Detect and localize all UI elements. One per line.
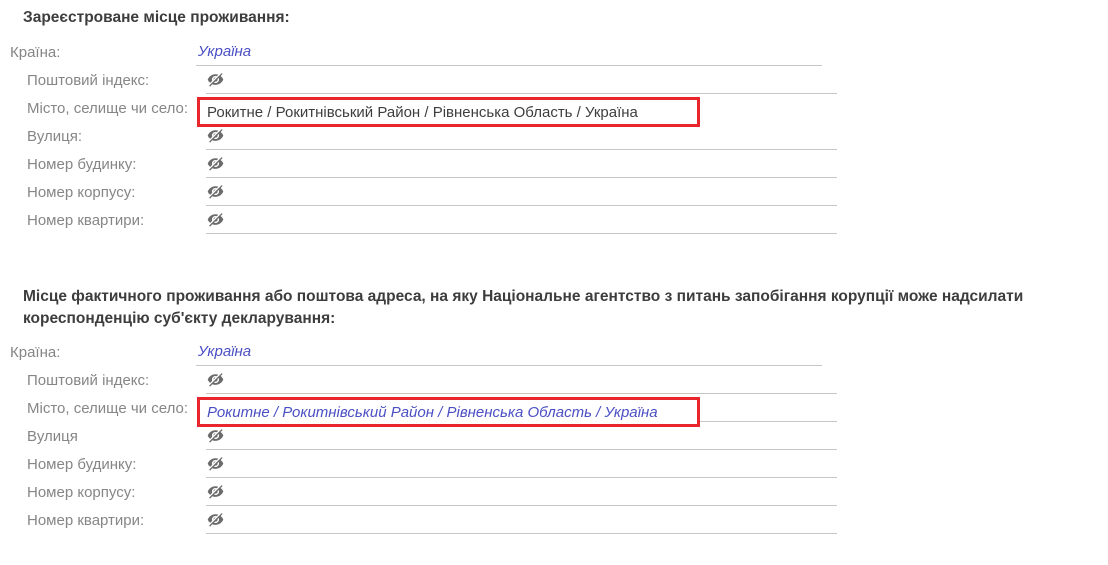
apartment-number-field[interactable]	[206, 206, 837, 234]
eye-off-icon	[207, 483, 224, 500]
field-row-country	[0, 338, 1108, 366]
postal-index-label: Поштовий індекс:	[27, 71, 150, 89]
highlight-box	[197, 397, 700, 427]
eye-off-icon	[207, 211, 224, 228]
apartment-number-label: Номер квартири:	[27, 211, 145, 229]
building-number-field[interactable]	[206, 450, 837, 478]
country-field[interactable]	[196, 38, 822, 66]
country-label: Країна:	[10, 343, 61, 361]
city-label: Місто, селище чи село:	[27, 99, 189, 117]
eye-off-icon	[207, 155, 224, 172]
street-label: Вулиця:	[27, 127, 83, 145]
country-label: Країна:	[10, 43, 61, 61]
eye-off-icon	[207, 511, 224, 528]
postal-index-field[interactable]	[206, 366, 837, 394]
postal-index-field[interactable]	[206, 66, 837, 94]
field-row-city	[0, 394, 1108, 422]
field-row-postal-index	[0, 66, 1108, 94]
field-row-apartment-number	[0, 506, 1108, 534]
apartment-number-field[interactable]	[206, 506, 837, 534]
actual-section-title: Місце фактичного проживання або поштова адреса, на яку Національне агентство з питань запобігання корупції може надсилати кореспонденцію суб'єкту декларування:	[23, 288, 1024, 327]
eye-off-icon	[207, 455, 224, 472]
country-field[interactable]	[196, 338, 822, 366]
field-row-apartment-number	[0, 206, 1108, 234]
country-value: Україна	[198, 343, 252, 360]
country-value: Україна	[198, 43, 252, 60]
block-number-label: Номер корпусу:	[27, 483, 136, 501]
city-value: Рокитне / Рокитнівський Район / Рівненська Область / Україна	[207, 103, 638, 121]
section-registered-address	[0, 10, 1108, 234]
eye-off-icon	[207, 371, 224, 388]
building-number-label: Номер будинку:	[27, 155, 137, 173]
apartment-number-label: Номер квартири:	[27, 511, 145, 529]
field-row-country	[0, 38, 1108, 66]
city-value: Рокитне / Рокитнівський Район / Рівненська Область / Україна	[207, 403, 658, 421]
eye-off-icon	[207, 127, 224, 144]
building-number-label: Номер будинку:	[27, 455, 137, 473]
field-row-block-number	[0, 478, 1108, 506]
eye-off-icon	[207, 71, 224, 88]
block-number-field[interactable]	[206, 178, 837, 206]
eye-off-icon	[207, 427, 224, 444]
city-field[interactable]	[206, 394, 837, 422]
highlight-box	[197, 97, 700, 127]
section-actual-address	[0, 286, 1108, 534]
city-field[interactable]	[206, 94, 837, 122]
actual-fields	[0, 338, 1108, 534]
building-number-field[interactable]	[206, 150, 837, 178]
field-row-building-number	[0, 150, 1108, 178]
registered-section-title: Зареєстроване місце проживання:	[23, 9, 290, 26]
field-row-postal-index	[0, 366, 1108, 394]
registered-fields	[0, 38, 1108, 234]
postal-index-label: Поштовий індекс:	[27, 371, 150, 389]
street-label: Вулиця	[27, 427, 78, 445]
block-number-label: Номер корпусу:	[27, 183, 136, 201]
field-row-block-number	[0, 178, 1108, 206]
city-label: Місто, селище чи село:	[27, 399, 189, 417]
eye-off-icon	[207, 183, 224, 200]
field-row-city	[0, 94, 1108, 122]
block-number-field[interactable]	[206, 478, 837, 506]
field-row-building-number	[0, 450, 1108, 478]
